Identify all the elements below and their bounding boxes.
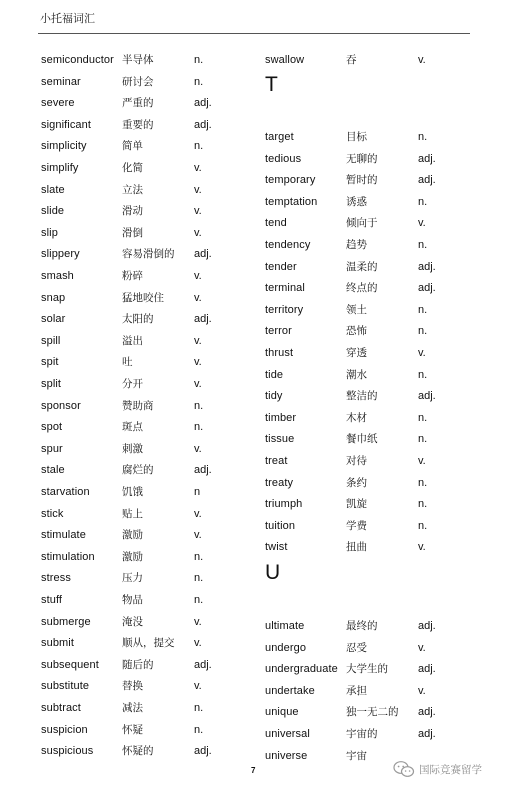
vocabulary-entry [41, 569, 221, 587]
entry-part-of-speech: v. [194, 680, 202, 693]
entry-translation: 怀疑 [122, 723, 143, 736]
entry-word: stress [41, 572, 71, 585]
entry-translation: 倾向于 [346, 217, 378, 230]
entry-word: timber [265, 411, 297, 424]
vocabulary-entry [41, 677, 221, 695]
entry-word: terror [265, 325, 292, 338]
entry-part-of-speech: n. [418, 325, 428, 338]
entry-translation: 整洁的 [346, 390, 378, 403]
entry-word: subsequent [41, 658, 99, 671]
vocabulary-entry [265, 193, 465, 211]
entry-part-of-speech: adj. [418, 663, 436, 676]
document-header-title: 小托福词汇 [40, 12, 95, 25]
entry-part-of-speech: n. [194, 399, 204, 412]
entry-word: temptation [265, 195, 318, 208]
entry-part-of-speech: v. [418, 641, 426, 654]
entry-translation: 温柔的 [346, 260, 378, 273]
watermark-text: 国际竞赛留学 [419, 763, 482, 776]
entry-word: undertake [265, 684, 315, 697]
entry-word: stimulation [41, 550, 95, 563]
entry-part-of-speech: v. [194, 205, 202, 218]
entry-part-of-speech: v. [194, 270, 202, 282]
entry-translation: 怀疑的 [122, 745, 154, 758]
entry-translation: 简单 [122, 140, 143, 153]
vocabulary-entry [41, 245, 221, 263]
entry-word: twist [265, 541, 288, 554]
vocabulary-entry [265, 214, 465, 232]
entry-part-of-speech: n. [418, 239, 428, 251]
entry-translation: 凯旋 [346, 498, 367, 511]
entry-word: starvation [41, 486, 90, 498]
vocabulary-entry [41, 332, 221, 350]
entry-word: split [41, 378, 62, 390]
vocabulary-entry [41, 634, 221, 652]
entry-part-of-speech: adj. [418, 706, 436, 719]
section-heading-t: T [265, 73, 278, 96]
entry-part-of-speech: v. [194, 356, 202, 369]
entry-part-of-speech: v. [194, 637, 202, 650]
vocabulary-entry [41, 548, 221, 566]
vocabulary-entry [265, 171, 465, 189]
vocabulary-entry [265, 725, 465, 743]
entry-part-of-speech: adj. [194, 745, 212, 758]
entry-word: tuition [265, 519, 296, 532]
entry-word: slate [41, 183, 65, 196]
entry-word: universal [265, 728, 310, 740]
entry-translation: 立法 [122, 183, 143, 196]
entry-translation: 重要的 [122, 118, 154, 131]
entry-part-of-speech: adj. [418, 174, 436, 187]
entry-word: stick [41, 507, 64, 520]
entry-translation: 承担 [346, 684, 367, 697]
vocabulary-entry [265, 128, 465, 146]
entry-translation: 太阳的 [122, 313, 154, 326]
vocabulary-entry [41, 202, 221, 220]
vocabulary-entry [41, 699, 221, 717]
entry-translation: 猛地咬住 [122, 291, 164, 304]
vocabulary-entry [265, 538, 465, 556]
entry-translation: 饥饿 [122, 486, 143, 498]
entry-translation: 穿透 [346, 347, 367, 359]
vocabulary-entry [265, 258, 465, 276]
entry-word: stimulate [41, 529, 86, 542]
vocabulary-entry [265, 639, 465, 657]
entry-word: simplify [41, 162, 79, 174]
entry-word: simplicity [41, 140, 87, 153]
vocabulary-entry [41, 656, 221, 674]
entry-part-of-speech: v. [194, 615, 202, 628]
vocabulary-entry [41, 73, 221, 91]
vocabulary-entry [41, 267, 221, 285]
vocabulary-entry [265, 682, 465, 700]
entry-word: triumph [265, 498, 303, 511]
entry-word: slide [41, 205, 65, 218]
entry-translation: 斑点 [122, 421, 143, 434]
entry-part-of-speech: adj. [418, 260, 436, 273]
entry-translation: 忍受 [346, 641, 367, 654]
vocabulary-entry [265, 517, 465, 535]
vocabulary-entry [41, 440, 221, 458]
entry-word: suspicion [41, 723, 88, 736]
entry-part-of-speech: n. [194, 702, 204, 714]
entry-translation: 对待 [346, 455, 367, 467]
entry-translation: 赞助商 [122, 399, 154, 412]
entry-translation: 物品 [122, 594, 143, 606]
vocabulary-entry [41, 591, 221, 609]
entry-translation: 研讨会 [122, 75, 154, 88]
vocabulary-entry [265, 322, 465, 340]
entry-translation: 领土 [346, 303, 367, 316]
entry-part-of-speech: adj. [194, 118, 212, 131]
entry-part-of-speech: v. [194, 183, 202, 196]
vocabulary-entry [41, 375, 221, 393]
vocabulary-entry [265, 387, 465, 405]
entry-part-of-speech: adj. [418, 620, 436, 632]
entry-part-of-speech: adj. [418, 282, 436, 295]
entry-word: solar [41, 313, 66, 326]
entry-translation: 容易滑倒的 [122, 248, 175, 261]
entry-word: tender [265, 260, 297, 273]
entry-word: spot [41, 421, 63, 434]
vocabulary-entry [41, 397, 221, 415]
entry-translation: 腐烂的 [122, 464, 154, 477]
vocabulary-entry [41, 505, 221, 523]
entry-word: snap [41, 291, 66, 304]
entry-word: stuff [41, 594, 63, 606]
entry-translation: 替换 [122, 680, 143, 693]
entry-translation: 诱惑 [346, 195, 367, 208]
entry-translation: 学费 [346, 519, 367, 532]
vocabulary-entry [41, 181, 221, 199]
entry-part-of-speech: adj. [194, 248, 212, 261]
entry-translation: 大学生的 [346, 663, 388, 676]
entry-part-of-speech: n. [194, 140, 204, 153]
vocabulary-entry [265, 452, 465, 470]
vocabulary-entry [41, 461, 221, 479]
vocabulary-entry [265, 660, 465, 678]
entry-translation: 趋势 [346, 239, 367, 251]
entry-part-of-speech: n. [194, 572, 204, 585]
entry-word: tissue [265, 433, 295, 446]
entry-translation: 分开 [122, 378, 143, 390]
entry-translation: 刺激 [122, 442, 143, 455]
entry-part-of-speech: n. [194, 594, 204, 606]
entry-part-of-speech: n. [418, 411, 428, 424]
entry-translation: 滑动 [122, 205, 143, 218]
vocabulary-entry [265, 344, 465, 362]
entry-translation: 激励 [122, 529, 143, 542]
entry-part-of-speech: n. [418, 368, 428, 381]
vocabulary-entry [41, 159, 221, 177]
entry-part-of-speech: n. [418, 498, 428, 511]
vocabulary-entry [265, 703, 465, 721]
entry-word: temporary [265, 174, 316, 187]
entry-part-of-speech: n. [418, 433, 428, 446]
vocabulary-entry [265, 301, 465, 319]
entry-translation: 滑倒 [122, 226, 143, 239]
entry-part-of-speech: adj. [194, 97, 212, 110]
entry-word: treat [265, 455, 288, 467]
entry-word: tedious [265, 152, 302, 165]
entry-word: smash [41, 270, 74, 282]
vocabulary-entry [265, 236, 465, 254]
entry-translation: 扭曲 [346, 541, 367, 554]
entry-part-of-speech: v. [194, 226, 202, 239]
entry-part-of-speech: n. [194, 723, 204, 736]
vocabulary-entry [265, 617, 465, 635]
entry-part-of-speech: n. [418, 476, 428, 489]
entry-part-of-speech: n [194, 486, 201, 498]
entry-word: tidy [265, 390, 283, 403]
entry-part-of-speech: v. [194, 334, 202, 347]
vocabulary-entry [265, 409, 465, 427]
entry-part-of-speech: adj. [194, 464, 212, 477]
entry-part-of-speech: v. [418, 684, 426, 697]
entry-part-of-speech: v. [194, 162, 202, 174]
vocabulary-entry [41, 418, 221, 436]
entry-word: tide [265, 368, 284, 381]
entry-translation: 木材 [346, 411, 367, 424]
entry-word: tend [265, 217, 287, 230]
entry-part-of-speech: n. [418, 131, 428, 143]
entry-translation: 潮水 [346, 368, 367, 381]
section-heading-u: U [265, 561, 281, 584]
entry-part-of-speech: n. [194, 550, 204, 563]
entry-part-of-speech: v. [418, 541, 426, 554]
entry-part-of-speech: adj. [194, 313, 212, 326]
entry-word: seminar [41, 75, 81, 88]
entry-word: thrust [265, 347, 294, 359]
vocabulary-entry [41, 289, 221, 307]
entry-part-of-speech: n. [194, 421, 204, 434]
vocabulary-entry [265, 279, 465, 297]
entry-translation: 条约 [346, 476, 367, 489]
vocabulary-entry [41, 526, 221, 544]
vocabulary-entry [41, 613, 221, 631]
entry-translation: 恐怖 [346, 325, 367, 338]
vocabulary-entry [265, 474, 465, 492]
entry-part-of-speech: adj. [418, 728, 436, 740]
entry-word: undergo [265, 641, 307, 654]
entry-word: undergraduate [265, 663, 338, 676]
entry-translation: 目标 [346, 131, 367, 143]
entry-translation: 顺从，提交 [122, 637, 175, 650]
entry-translation: 贴上 [122, 507, 143, 520]
entry-word: treaty [265, 476, 294, 489]
entry-part-of-speech: n. [418, 519, 428, 532]
entry-word: swallow [265, 54, 305, 66]
entry-part-of-speech: v. [194, 507, 202, 520]
entry-part-of-speech: n. [194, 75, 204, 88]
vocabulary-entry [265, 51, 465, 69]
entry-word: suspicious [41, 745, 94, 758]
entry-translation: 无聊的 [346, 152, 378, 165]
entry-word: submit [41, 637, 74, 650]
entry-translation: 严重的 [122, 97, 154, 110]
vocabulary-entry [41, 742, 221, 760]
entry-word: slippery [41, 248, 80, 261]
entry-translation: 粉碎 [122, 270, 143, 282]
vocabulary-entry [265, 150, 465, 168]
entry-word: subtract [41, 702, 81, 714]
entry-word: substitute [41, 680, 90, 693]
entry-translation: 暂时的 [346, 174, 378, 187]
entry-word: semiconductor [41, 54, 114, 66]
entry-translation: 溢出 [122, 334, 143, 347]
entry-word: slip [41, 226, 58, 239]
entry-part-of-speech: v. [418, 347, 426, 359]
entry-part-of-speech: n. [418, 195, 428, 208]
entry-translation: 吐 [122, 356, 133, 369]
entry-part-of-speech: adj. [418, 390, 436, 403]
entry-translation: 终点的 [346, 282, 378, 295]
entry-part-of-speech: v. [418, 217, 426, 230]
entry-word: ultimate [265, 620, 305, 632]
vocabulary-entry [41, 94, 221, 112]
entry-word: spur [41, 442, 63, 455]
entry-word: submerge [41, 615, 91, 628]
vocabulary-entry [41, 310, 221, 328]
entry-part-of-speech: v. [194, 378, 202, 390]
entry-translation: 最终的 [346, 620, 378, 632]
entry-word: territory [265, 303, 304, 316]
entry-word: significant [41, 118, 92, 131]
vocabulary-entry [265, 366, 465, 384]
entry-part-of-speech: v. [194, 291, 202, 304]
vocabulary-entry [265, 430, 465, 448]
vocabulary-entry [265, 747, 465, 765]
entry-translation: 独一无二的 [346, 706, 399, 719]
vocabulary-entry [41, 721, 221, 739]
entry-word: sponsor [41, 399, 81, 412]
entry-translation: 化简 [122, 162, 143, 174]
vocabulary-entry [41, 353, 221, 371]
entry-part-of-speech: v. [418, 54, 426, 66]
entry-translation: 宇宙的 [346, 728, 378, 740]
entry-translation: 吞 [346, 54, 357, 66]
vocabulary-entry [41, 137, 221, 155]
entry-word: spit [41, 356, 59, 369]
vocabulary-entry [265, 495, 465, 513]
entry-translation: 激励 [122, 550, 143, 563]
entry-translation: 半导体 [122, 54, 154, 66]
entry-translation: 餐巾纸 [346, 433, 378, 446]
entry-word: tendency [265, 239, 311, 251]
entry-translation: 随后的 [122, 658, 154, 671]
vocabulary-entry [41, 51, 221, 69]
entry-part-of-speech: v. [194, 442, 202, 455]
entry-word: spill [41, 334, 61, 347]
entry-part-of-speech: adj. [418, 152, 436, 165]
entry-word: stale [41, 464, 65, 477]
entry-translation: 减法 [122, 702, 143, 714]
header-divider [38, 33, 470, 34]
page-number: 7 [251, 766, 256, 775]
entry-translation: 淹没 [122, 615, 143, 628]
vocabulary-entry [41, 224, 221, 242]
entry-word: severe [41, 97, 75, 110]
entry-word: terminal [265, 282, 305, 295]
entry-translation: 压力 [122, 572, 143, 585]
entry-part-of-speech: n. [418, 303, 428, 316]
entry-part-of-speech: v. [194, 529, 202, 542]
entry-part-of-speech: n. [194, 54, 204, 66]
entry-part-of-speech: v. [418, 455, 426, 467]
vocabulary-entry [41, 116, 221, 134]
entry-word: target [265, 131, 294, 143]
entry-word: universe [265, 749, 308, 762]
entry-part-of-speech: adj. [194, 658, 212, 671]
vocabulary-entry [41, 483, 221, 501]
entry-word: unique [265, 706, 299, 719]
entry-translation: 宇宙 [346, 749, 367, 762]
